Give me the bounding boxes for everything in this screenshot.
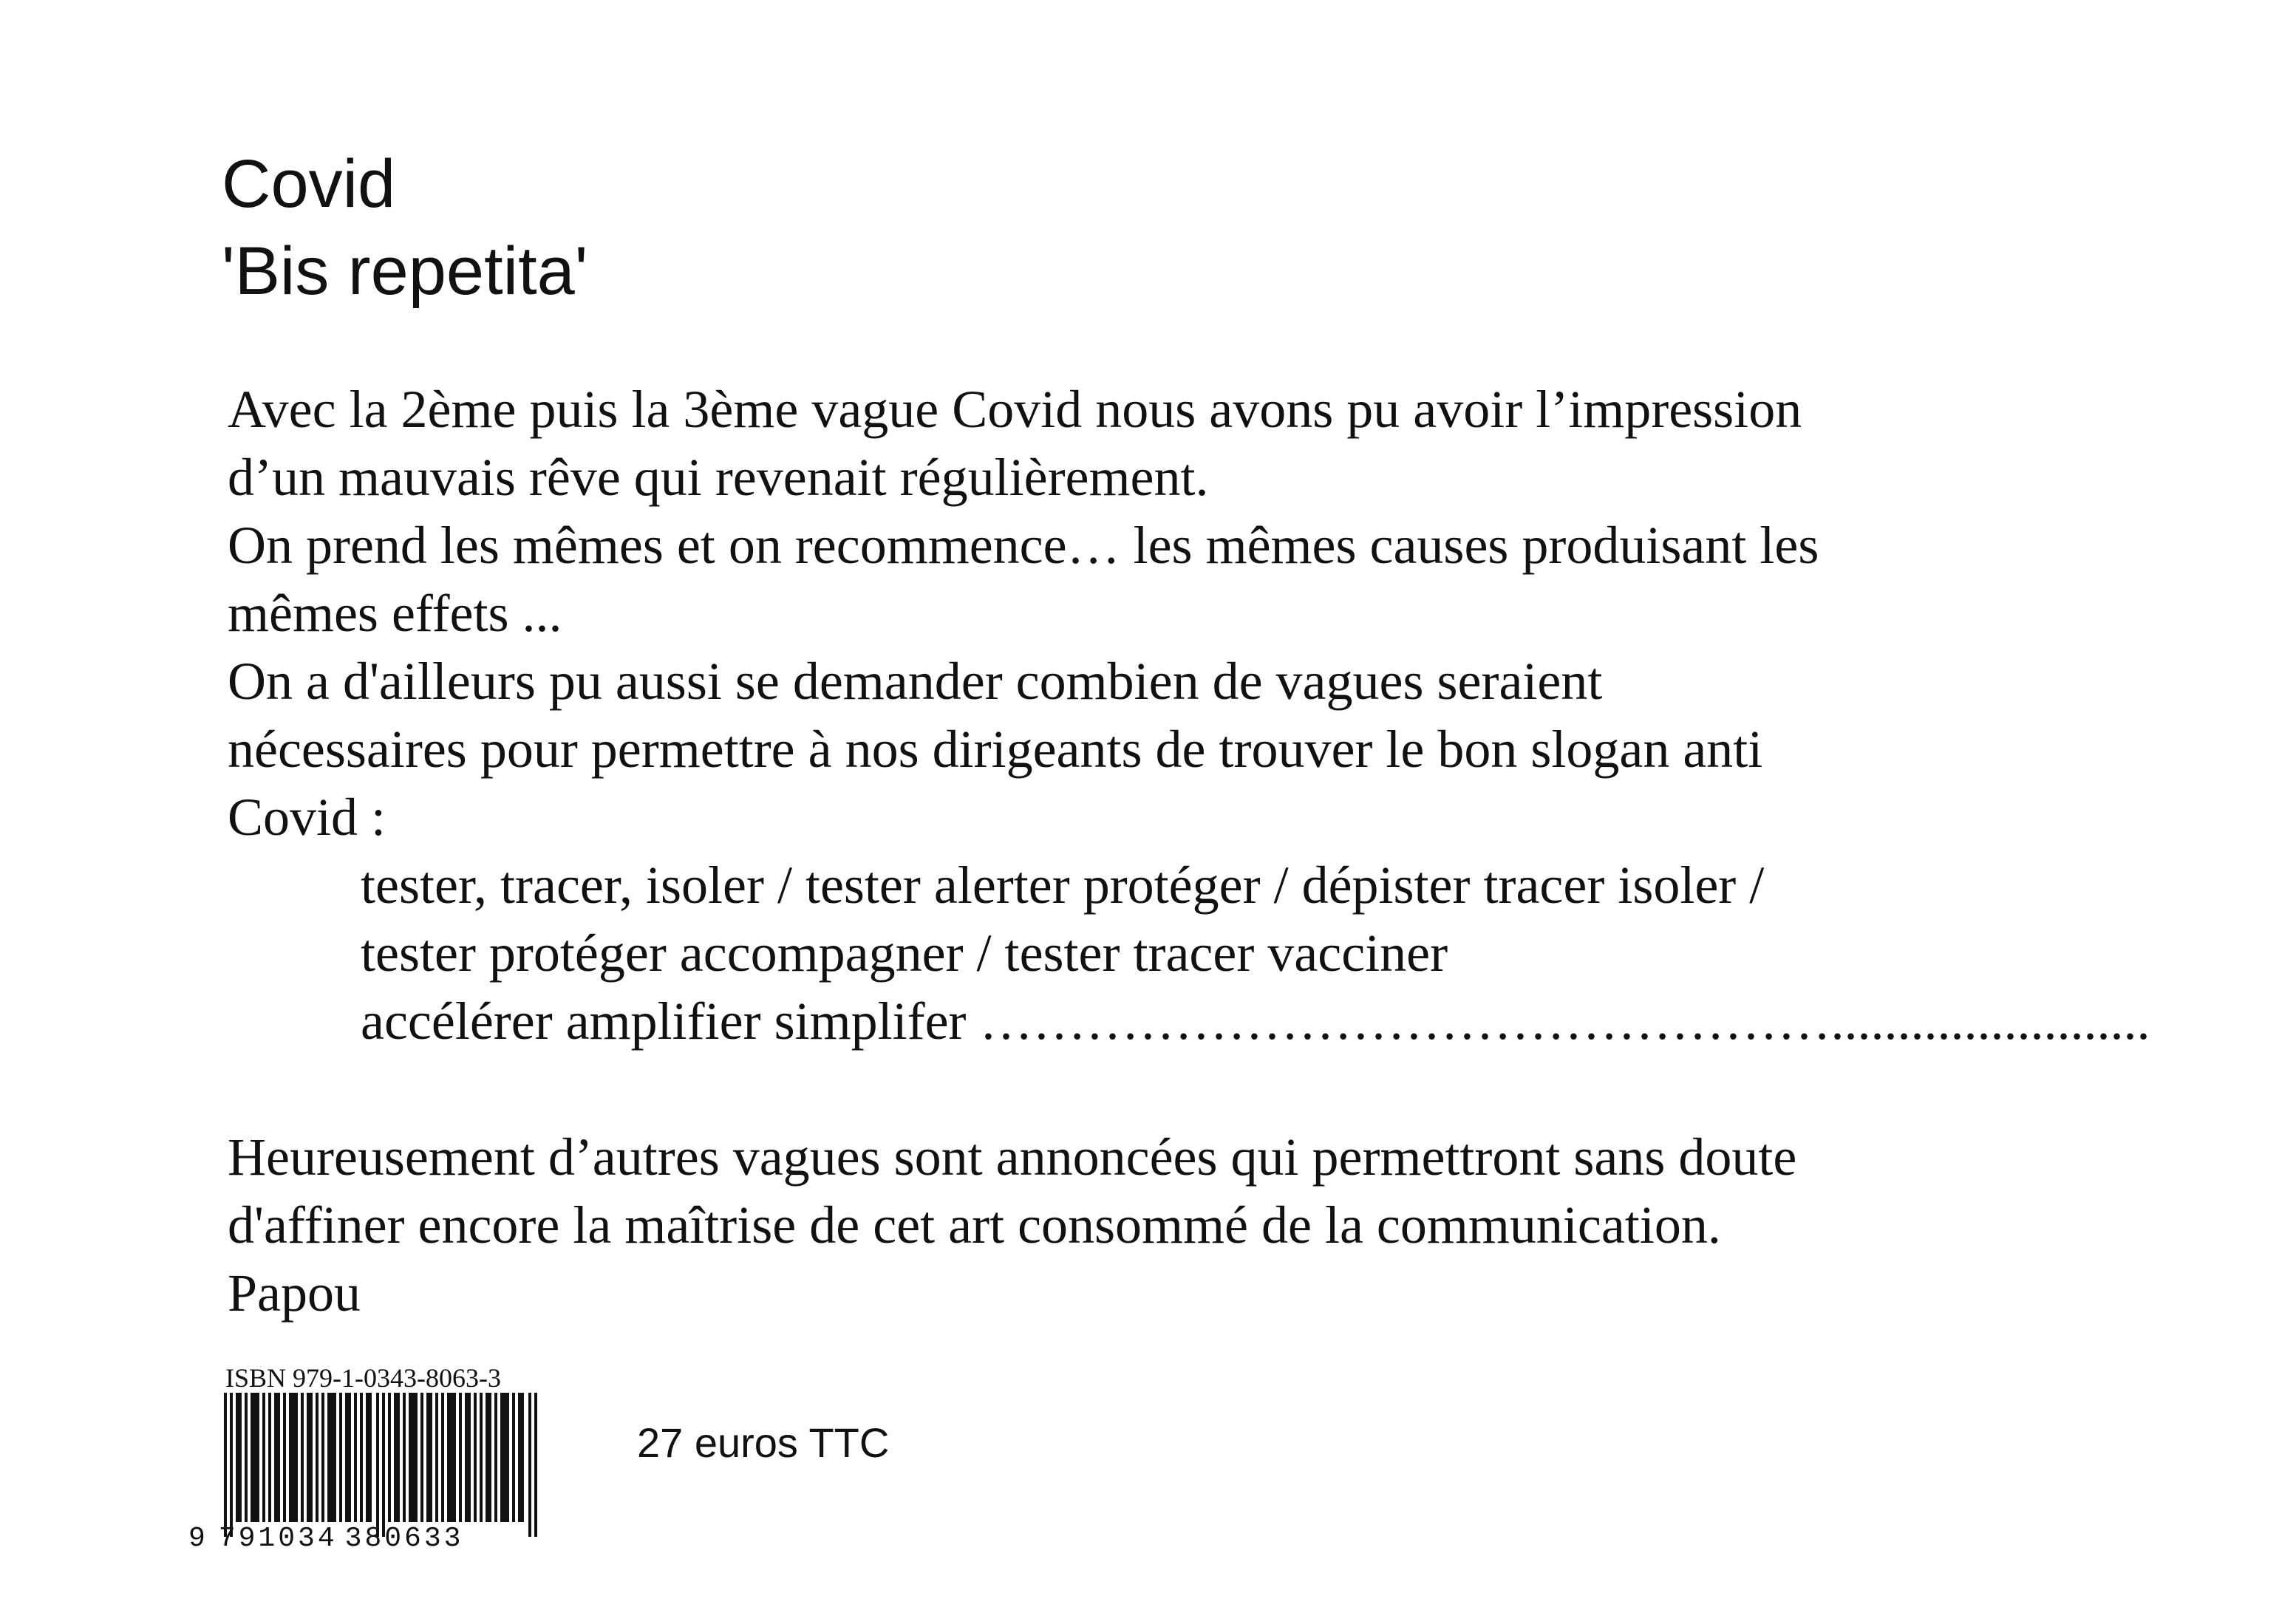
- barcode-bars: [224, 1393, 549, 1537]
- barcode-digits-right: 380633: [344, 1523, 464, 1555]
- body-line: On prend les mêmes et on recommence… les mêmes causes produisant les: [228, 516, 1819, 575]
- price-label: 27 euros TTC: [637, 1419, 890, 1466]
- paragraph-gap: [228, 1055, 2038, 1123]
- isbn-label: ISBN 979-1-0343-8063-3: [225, 1363, 501, 1393]
- barcode-digits: [188, 1524, 463, 1554]
- slogan-line: tester protéger accompagner / tester tracer vacciner: [361, 924, 1448, 983]
- barcode-lead-digit: 9: [188, 1523, 208, 1555]
- closing-line: Heureusement d’autres vagues sont annoncées qui permettront sans doute: [228, 1127, 1797, 1187]
- body-line: d’un mauvais rêve qui revenait régulièrement.: [228, 448, 1209, 507]
- title-line-1: Covid: [222, 146, 396, 222]
- body-line: Covid :: [228, 788, 386, 847]
- body-text: [228, 375, 2150, 1327]
- slogan-line: accélérer amplifier simplifer …………………………………………........................: [361, 992, 2150, 1051]
- title-line-2: 'Bis repetita': [222, 233, 588, 309]
- isbn-barcode: [188, 1363, 558, 1563]
- title-block: [222, 140, 587, 315]
- closing-line: d'affiner encore la maîtrise de cet art consommé de la communication.: [228, 1195, 1721, 1255]
- body-line: Avec la 2ème puis la 3ème vague Covid nous avons pu avoir l’impression: [228, 380, 1802, 439]
- body-line: On a d'ailleurs pu aussi se demander combien de vagues seraient: [228, 652, 1603, 711]
- body-line: nécessaires pour permettre à nos dirigeants de trouver le bon slogan anti: [228, 720, 1763, 779]
- body-line: mêmes effets ...: [228, 584, 562, 643]
- barcode-digits-left: 791034: [218, 1523, 338, 1555]
- slogan-line: tester, tracer, isoler / tester alerter protéger / dépister tracer isoler /: [361, 856, 1765, 915]
- signature: Papou: [228, 1263, 361, 1323]
